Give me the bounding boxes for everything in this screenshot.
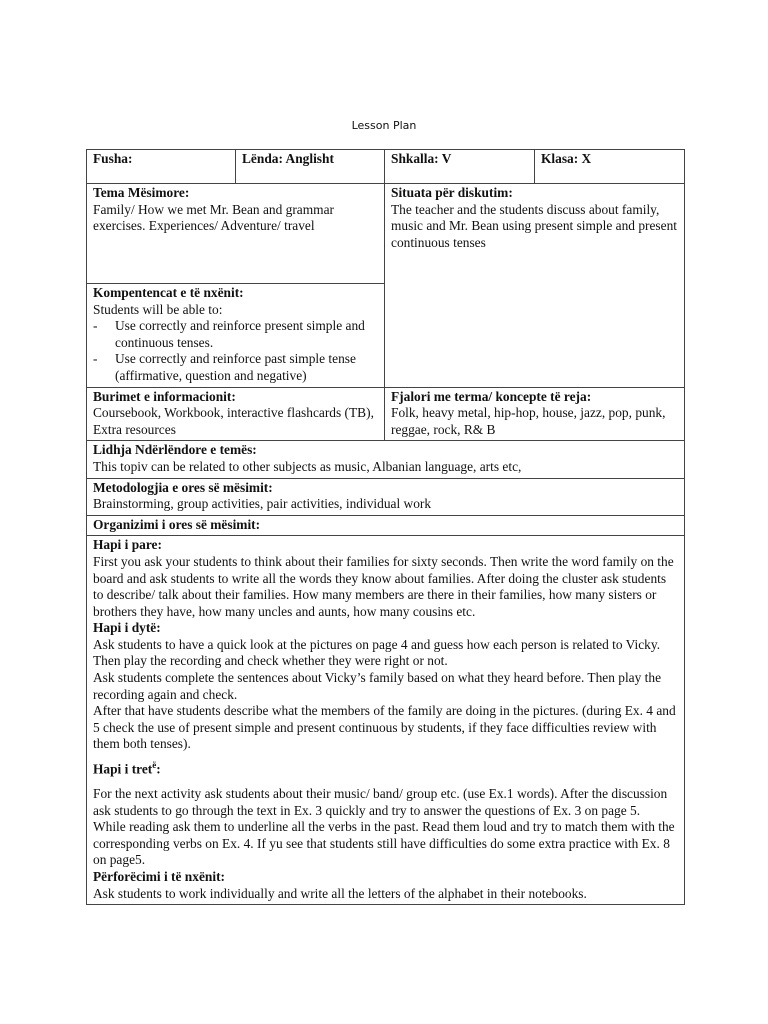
hapi2-paragraph: Ask students complete the sentences about Vicky’s family based on what they heard before. Then play the recording again and check. [93, 670, 662, 702]
metodologjia-text: Brainstorming, group activities, pair activities, individual work [93, 496, 432, 512]
fjalori-cell [385, 387, 685, 441]
hapi1-text: First you ask your students to think about their families for sixty seconds. Then write the word family on the board and ask students to write all the words they know about families. After doing the cluster ask students to describe/ talk about their families. How many members are there in their families, how many sisters or brothers they have, how many uncles and aunts, how many cousins etc. [93, 553, 674, 619]
situata-cell [385, 184, 685, 388]
hapi3-heading-text: Hapi i tret [93, 761, 153, 777]
hapi3-heading [93, 757, 678, 778]
klasa-cell: Klasa: X [535, 150, 685, 184]
lidhja-row [87, 441, 685, 478]
hapi3-paragraph: While reading ask them to underline all the verbs in the past. Read them loud and try to match them with the corresponding verbs on Ex. 4. If yu see that students still have difficulties do some extra practice with Ex. 8 on page5. [93, 819, 675, 868]
lesson-plan-table [86, 149, 685, 905]
organizimi-heading: Organizimi i ores së mësimit: [87, 515, 685, 536]
kompetencat-list [93, 318, 378, 384]
burimet-row [87, 387, 685, 441]
lenda-cell: Lënda: Anglisht [236, 150, 385, 184]
fjalori-text: Folk, heavy metal, hip-hop, house, jazz, pop, punk, reggae, rock, R& B [391, 405, 666, 437]
lidhja-cell [87, 441, 685, 478]
spacer [93, 778, 678, 786]
hapi3-paragraph: For the next activity ask students about their music/ band/ group etc. (use Ex.1 words). After the discussion ask students to go through the text in Ex. 3 quickly and try to answer the questions of Ex. 3 on page 5. [93, 786, 668, 818]
kompetencat-heading: Kompentencat e të nxënit: [93, 285, 244, 300]
metodologjia-heading: Metodologjia e ores së mësimit: [93, 479, 273, 495]
tema-cell [87, 184, 385, 284]
burimet-heading: Burimet e informacionit: [93, 388, 236, 404]
situata-heading: Situata për diskutim: [391, 185, 513, 200]
shkalla-cell: Shkalla: V [385, 150, 535, 184]
hapi2-paragraph: After that have students describe what the members of the family are doing in the pictures. (during Ex. 4 and 5 check the use of present simple and present continuous by students, if they face difficulties review with them both tenses). [93, 703, 676, 752]
list-item: - Use correctly and reinforce present simple and continuous tenses. [93, 318, 378, 351]
document-title: Lesson Plan [351, 119, 417, 132]
kompetencat-cell [87, 284, 385, 388]
burimet-text: Coursebook, Workbook, interactive flashcards (TB), Extra resources [93, 405, 374, 437]
kompetencat-intro: Students will be able to: [93, 301, 223, 317]
fusha-cell: Fusha: [87, 150, 236, 184]
fjalori-heading: Fjalori me terma/ koncepte të reja: [391, 388, 592, 404]
metodologjia-cell [87, 478, 685, 515]
organizimi-row [87, 515, 685, 536]
burimet-cell [87, 387, 385, 441]
header-row [87, 150, 685, 184]
situata-text: The teacher and the students discuss about family, music and Mr. Bean using present simple and present continuous tenses [391, 201, 677, 250]
hapi2-paragraph: Ask students to have a quick look at the pictures on page 4 and guess how each person is related to Vicky. Then play the recording and check whether they were right or not. [93, 636, 661, 669]
hapi3-heading-colon: : [156, 761, 161, 777]
hapi2-heading: Hapi i dytë: [93, 620, 161, 636]
hapi1-heading: Hapi i pare: [93, 537, 162, 553]
hapi3-heading-sup: ë [152, 760, 157, 771]
lidhja-text: This topiv can be related to other subjects as music, Albanian language, arts etc, [93, 458, 522, 474]
tema-heading: Tema Mësimore: [93, 185, 190, 200]
perforcimi-text: Ask students to work individually and write all the letters of the alphabet in their notebooks. [93, 885, 587, 901]
tema-row [87, 184, 685, 284]
hapat-cell [87, 536, 685, 905]
hapat-row [87, 536, 685, 905]
perforcimi-heading: Përforëcimi i të nxënit: [93, 869, 225, 885]
tema-text: Family/ How we met Mr. Bean and grammar exercises. Experiences/ Adventure/ travel [93, 201, 334, 234]
lidhja-heading: Lidhja Ndërlëndore e temës: [93, 442, 257, 458]
metodologjia-row [87, 478, 685, 515]
list-item: - Use correctly and reinforce past simple tense (affirmative, question and negative) [93, 351, 378, 384]
